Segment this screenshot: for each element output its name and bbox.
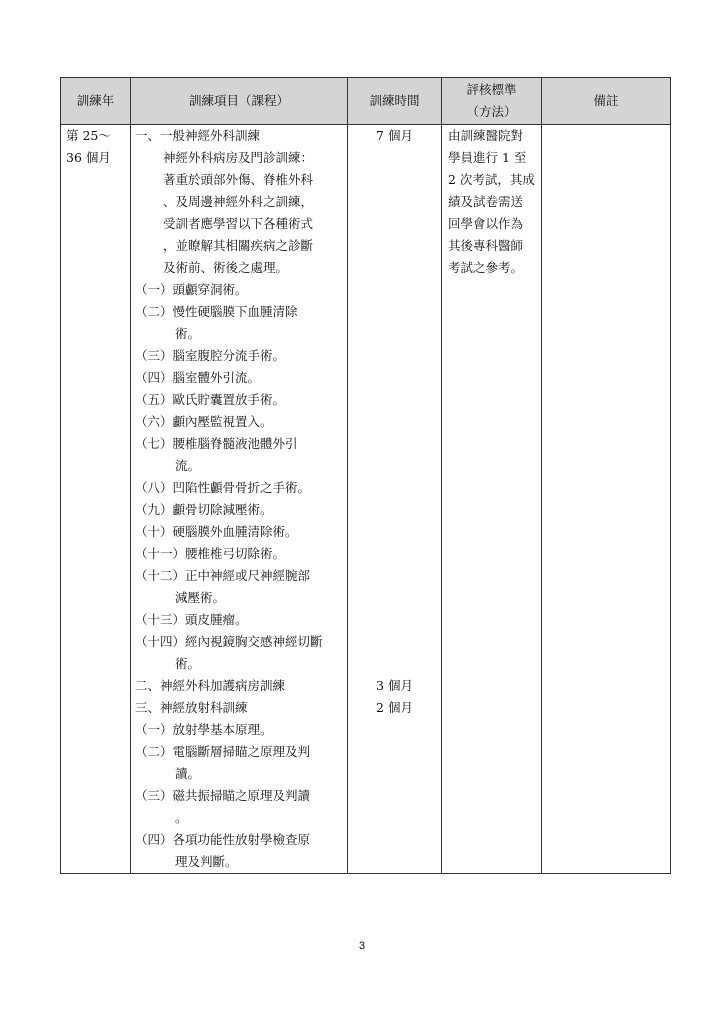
item-line: （七）腰椎腦脊髓液池體外引 [135,436,298,451]
item-line: ，並瞭解其相關疾病之診斷 [163,238,314,253]
time-line [348,455,441,477]
header-eval-line2: （方法） [466,104,517,119]
item-line: 。 [175,810,188,825]
header-row [61,78,671,125]
time-line [348,147,441,169]
item-line: 、及周邊神經外科之訓練， [163,194,314,209]
time-line [348,367,441,389]
time-line [348,345,441,367]
header-time: 訓練時間 [348,78,442,125]
time-line [348,235,441,257]
item-line: （一）頭顱穿洞術。 [135,282,248,297]
time-line: 2 個月 [376,700,413,715]
time-line [348,169,441,191]
header-eval-line1: 評核標準 [466,82,517,97]
remark-cell [542,125,671,874]
item-line: （四）各項功能性放射學檢查原 [135,832,311,847]
header-year: 訓練年 [61,78,131,125]
eval-line: 學員進行 1 至 [448,150,527,165]
item-line: （十三）頭皮腫瘤。 [135,612,248,627]
time-line [348,191,441,213]
time-line [348,543,441,565]
eval-line: 2 次考試，其成 [448,172,535,187]
item-line: （三）腦室腹腔分流手術。 [135,348,286,363]
item-line: 受訓者應學習以下各種術式 [163,216,314,231]
header-eval [442,78,542,125]
item-line: 流。 [175,458,201,473]
eval-line: 由訓練醫院對 [448,128,524,143]
time-line [348,565,441,587]
time-cell [348,125,442,874]
time-line [348,213,441,235]
time-line [348,389,441,411]
item-line: 一、一般神經外科訓練 [135,128,261,143]
time-line [348,257,441,279]
year-cell [61,125,131,874]
training-table [60,77,671,874]
item-line: 二、神經外科加護病房訓練 [135,678,286,693]
time-line [348,301,441,323]
eval-line: 回學會以作為 [448,216,524,231]
item-line: 讀。 [175,766,201,781]
time-line [348,609,441,631]
item-line: （十一）腰椎椎弓切除術。 [135,546,286,561]
time-line [348,279,441,301]
time-line [348,587,441,609]
item-line: （十四）經內視鏡胸交感神經切斷 [135,634,323,649]
item-line: （九）顱骨切除減壓術。 [135,502,273,517]
header-remark: 備註 [542,78,671,125]
item-line: （六）顱內壓監視置入。 [135,414,273,429]
year-line: 第 25～ [66,128,111,143]
time-line [348,653,441,675]
item-line: 減壓術。 [175,590,226,605]
time-line: 3 個月 [376,678,413,693]
item-line: （二）電腦斷層掃瞄之原理及判 [135,744,311,759]
page-number: 3 [358,940,366,952]
item-line: （三）磁共振掃瞄之原理及判讀 [135,788,311,803]
time-line [348,433,441,455]
item-line: 術。 [175,326,201,341]
item-cell [131,125,348,874]
eval-cell [442,125,542,874]
time-line [348,411,441,433]
item-line: （二）慢性硬腦膜下血腫清除 [135,304,298,319]
item-line: （十）硬腦膜外血腫清除術。 [135,524,298,539]
time-line: 7 個月 [376,128,413,143]
eval-line: 考試之參考。 [448,260,524,275]
item-line: （四）腦室體外引流。 [135,370,261,385]
item-line: （八）凹陷性顱骨骨折之手術。 [135,480,311,495]
year-line: 36 個月 [66,150,111,165]
item-line: （一）放射學基本原理。 [135,722,273,737]
eval-line: 其後專科醫師 [448,238,524,253]
item-line: （五）歐氏貯囊置放手術。 [135,392,286,407]
time-line [348,631,441,653]
item-line: 神經外科病房及門診訓練： [163,150,314,165]
item-line: 三、神經放射科訓練 [135,700,248,715]
item-line: 術。 [175,656,201,671]
item-line: 及術前、術後之處理。 [163,260,289,275]
item-line: （十二）正中神經或尺神經腕部 [135,568,311,583]
table-row [61,125,671,874]
header-item: 訓練項目（課程） [131,78,348,125]
eval-line: 績及試卷需送 [448,194,524,209]
time-line [348,477,441,499]
time-line [348,499,441,521]
time-line [348,323,441,345]
time-line [348,521,441,543]
item-line: 著重於頭部外傷、脊椎外科 [163,172,314,187]
item-line: 理及判斷。 [175,854,238,869]
